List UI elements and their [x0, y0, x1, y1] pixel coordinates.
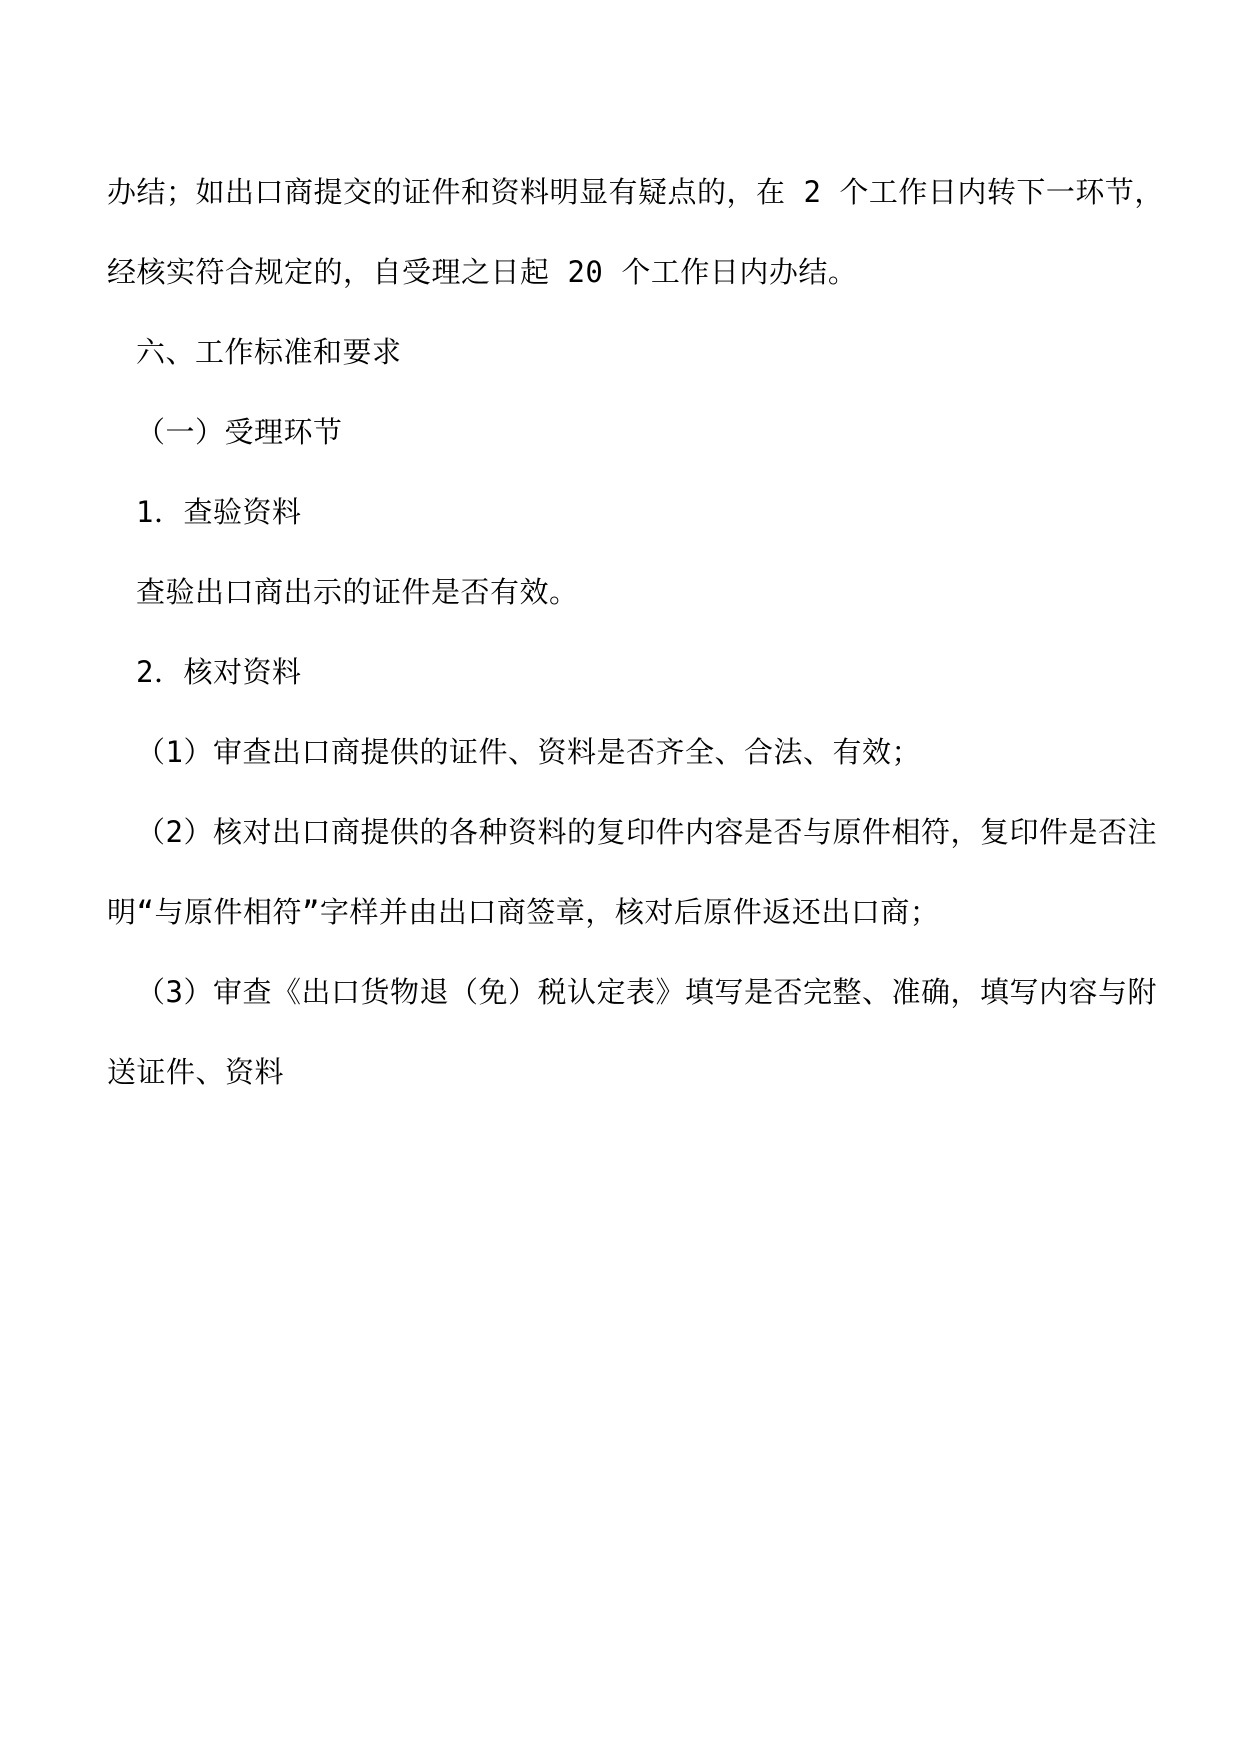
paragraph-1-line-2: 经核实符合规定的，自受理之日起 20 个工作日内办结。: [107, 255, 858, 289]
item-1-text: 查验出口商出示的证件是否有效。: [136, 575, 579, 609]
sub-item-3-line-2: 送证件、资料: [107, 1055, 285, 1089]
item-2-heading: 2．核对资料: [136, 655, 302, 689]
sub-item-2-line-2: 明“与原件相符”字样并由出口商签章，核对后原件返还出口商；: [107, 895, 940, 929]
sub-item-1: （1）审查出口商提供的证件、资料是否齐全、合法、有效；: [136, 735, 921, 769]
sub-item-3-line-1: （3）审查《出口货物退（免）税认定表》填写是否完整、准确，填写内容与附: [136, 975, 1157, 1009]
item-1-heading: 1．查验资料: [136, 495, 302, 529]
sub-item-2-line-1: （2）核对出口商提供的各种资料的复印件内容是否与原件相符，复印件是否注: [136, 815, 1157, 849]
subsection-heading: （一）受理环节: [136, 415, 343, 449]
section-heading: 六、工作标准和要求: [136, 335, 402, 369]
paragraph-1-line-1: 办结；如出口商提交的证件和资料明显有疑点的，在 2 个工作日内转下一环节，: [107, 175, 1164, 209]
